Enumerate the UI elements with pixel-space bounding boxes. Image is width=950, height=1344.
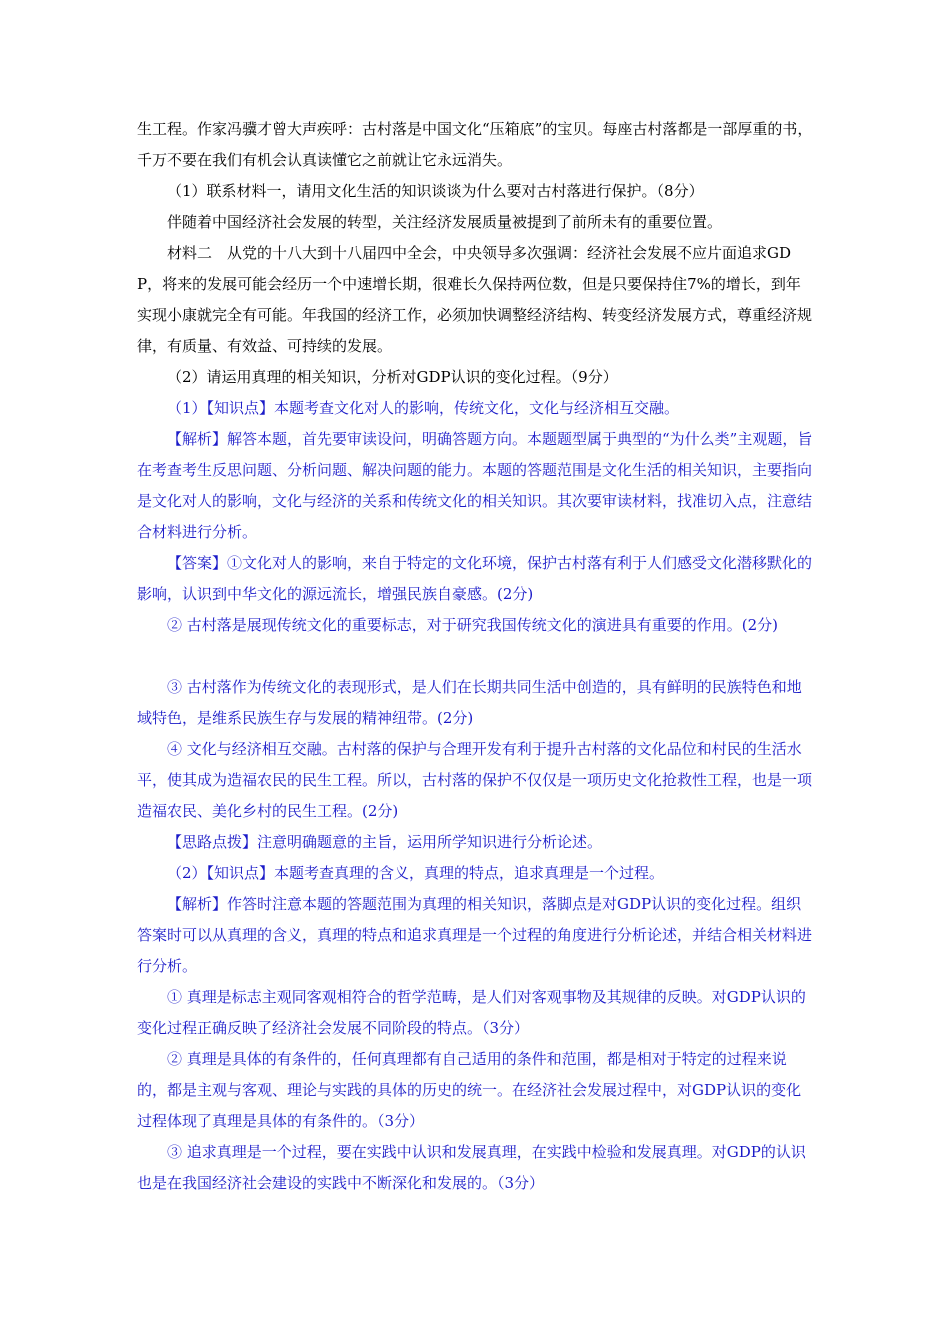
answer1-point-2: ② 古村落是展现传统文化的重要标志，对于研究我国传统文化的演进具有重要的作用。(2分) <box>167 616 779 634</box>
answer2-knowledge-point: （2）【知识点】本题考查真理的含义，真理的特点，追求真理是一个过程。 <box>167 864 665 882</box>
answer2-analysis: 【解析】作答时注意本题的答题范围为真理的相关知识，落脚点是对GDP认识的变化过程。组织答案时可以从真理的含义，真理的特点和追求真理是一个过程的角度进行分析论述，并结合相关材料进行分析。 <box>137 895 813 975</box>
answer1-tip: 【思路点拨】注意明确题意的主旨，运用所学知识进行分析论述。 <box>167 833 603 851</box>
answer2-point-2: ② 真理是具体的有条件的，任何真理都有自己适用的条件和范围，都是相对于特定的过程来说的，都是主观与客观、理论与实践的具体的历史的统一。在经济社会发展过程中，对GDP认识的变化过程体现了真理是具体的有条件的。（3分） <box>137 1050 802 1130</box>
answer2-point-1: ① 真理是标志主观同客观相符合的哲学范畴，是人们对客观事物及其规律的反映。对GDP认识的变化过程正确反映了经济社会发展不同阶段的特点。（3分） <box>137 988 806 1037</box>
material1-tail: 生工程。作家冯骥才曾大声疾呼：古村落是中国文化“压箱底”的宝贝。每座古村落都是一部厚重的书，千万不要在我们有机会认真读懂它之前就让它永远消失。 <box>137 120 813 169</box>
answer2-point-3: ③ 追求真理是一个过程，要在实践中认识和发展真理，在实践中检验和发展真理。对GDP的认识也是在我国经济社会建设的实践中不断深化和发展的。（3分） <box>137 1143 806 1192</box>
answer1-point-4: ④ 文化与经济相互交融。古村落的保护与合理开发有利于提升古村落的文化品位和村民的生活水平，使其成为造福农民的民生工程。所以，古村落的保护不仅仅是一项历史文化抢救性工程，也是一项造福农民、美化乡村的民生工程。(2分) <box>137 740 813 820</box>
question-2: （2）请运用真理的相关知识，分析对GDP认识的变化过程。（9分） <box>167 368 618 386</box>
question-1: （1）联系材料一，请用文化生活的知识谈谈为什么要对古村落进行保护。（8分） <box>167 182 704 200</box>
answer1-knowledge-point: （1）【知识点】本题考查文化对人的影响，传统文化，文化与经济相互交融。 <box>167 399 680 417</box>
answer1-point-1: 【答案】①文化对人的影响，来自于特定的文化环境，保护古村落有利于人们感受文化潜移默化的影响，认识到中华文化的源远流长，增强民族自豪感。(2分) <box>137 554 813 603</box>
answer1-point-3: ③ 古村落作为传统文化的表现形式，是人们在长期共同生活中创造的，具有鲜明的民族特色和地域特色，是维系民族生存与发展的精神纽带。(2分) <box>137 678 802 727</box>
material-2: 材料二 从党的十八大到十八届四中全会，中央领导多次强调：经济社会发展不应片面追求GDP，将来的发展可能会经历一个中速增长期，很难长久保持两位数，但是只要保持住7%的增长，到年实现小康就完全有可能。年我国的经济工作，必须加快调整经济结构、转变经济发展方式，尊重经济规律，有质量、有效益、可持续的发展。 <box>137 244 813 355</box>
answer1-analysis: 【解析】解答本题，首先要审读设问，明确答题方向。本题题型属于典型的“为什么类”主观题，旨在考查考生反思问题、分析问题、解决问题的能力。本题的答题范围是文化生活的相关知识，主要指向是文化对人的影响，文化与经济的关系和传统文化的相关知识。其次要审读材料，找准切入点，注意结合材料进行分析。 <box>137 430 813 541</box>
material2-intro: 伴随着中国经济社会发展的转型，关注经济发展质量被提到了前所未有的重要位置。 <box>167 213 723 231</box>
